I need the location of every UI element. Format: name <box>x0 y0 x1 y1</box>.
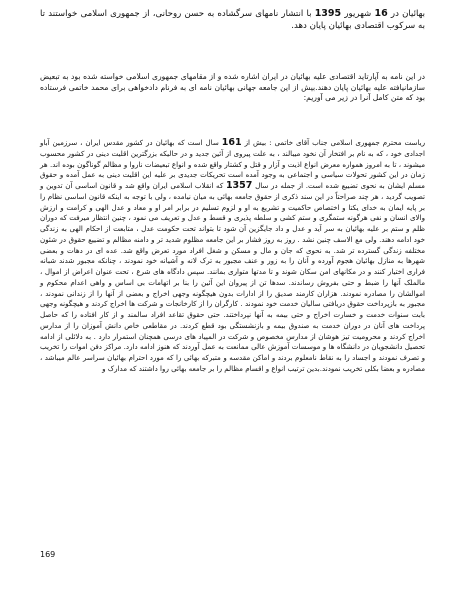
intro-year-number: 1395 <box>314 8 342 19</box>
intro-text-3: با انتشار نامهای سرگشاده به حسن روحانی، از جمهوری اسلامی خواستند تا به سرکوب اقتصادی بهائیان پایان دهد. <box>40 9 425 32</box>
intro-text-2: شهریور <box>341 9 375 19</box>
letter-text-3: که انقلاب اسلامی ایران واقع شد و قانون اساسی آن تدوین و تصویب گردید ، هر چند صراحتاً در این سند ذکری از حقوق جامعه بهائی به میان نیامده ، ولی با توجه به اینکه قانون اساسی نظام را بر پایه ایمان به خدای یکتا و اختصاص حاکمیت و تشریع به او و لزوم تسلیم در برابر امر او و معاد و عدل الهی و کرامت و ارزش والای انسان و نفی هرگونه ستمگری و ستم کشی و سلطه پذیری و قسط و عدل و تعریف می نمود ، چنین انتظار میرفت که دوران ظلم و ستم بر علیه بهائیان به سر آید و عدل و داد جایگزین آن شود تا بتواند تحت حکومت عدل ، متابعت از احکام الهی به زندگی خود ادامه دهند. ولی مع الاسف چنین نشد . روز به روز فشار بر این جامعه مظلوم شدید تر و دامنه مظالم و تضییع حقوق در شئون مختلفه زندگی گسترده تر شد. به نحوی که جان و مال و مسکن و شغل افراد مورد تعرض واقع شد. عده ای در دهات و بعضی شهرها به منازل بهائیان هجوم آورده و آنان را به زور و عنف مجبور به ترک لانه و آشیانه خود نمودند ، چنانکه مجبور شدند شبانه فراری اختیار کنند و در مکانهای امن سکان شوند و تا مدتها متواری بمانند. سپس دادگاه های شرع ، تحت عنوان اعراض از اموال ، مالملک آنها را ضبط و حتی بفروش رساندند. سدها تن از پیروان این آئین را بنا بر اتهامات بی اساس و واهی اعدام محکوم و اموالشان را مصادره نمودند. هزاران کارمند صدیق را از ادارات بدون هیچگونه وجهی اخراج و بعضی از آنها را از زندانی نمودند ، مجبور به بازپرداخت حقوق دریافتی سالیان خدمت خود نمودند . کارگران را از کارخانجات و شرکت ها اخراج کردند و هیچگونه وجهی بابت سنوات خدمت و خسارت اخراج و حتی بیمه به آنها نپرداختند. حتی حقوق تقاعد افراد سالمند و از کار افتاده را که حاصل پرداخت های آنان در دوران خدمت به صندوق بیمه و بازنشستگی بود قطع کردند. در مقاطعی خاص دانش آموزان را از مدارس اخراج کردند و محرومیت تیز هوشان از مدارس مخصوص و شرکت در المپیاد های درسی همچنان استمرار دارد . به دلائلی از ادامه تحصیل دانشجویان در دانشگاه ها و موسسات آموزش عالی ممانعت به عمل آوردند که هنوز ادامه دارد. مراکز دفن اموات را تخریب و تصرف نمودند و اجساد را به نقاط نامعلوم بردند و اماکن مقدسه و متبرکه بهائی را که مورد احترام بهائیان سراسر عالم میباشد ، مصادره و بعضا بکلی تخریب نمودند.بدین ترتیب انواع و اقسام مظالم را بر جامعه بهائی روا داشتند که مدارک و <box>40 181 425 373</box>
page-number: 169 <box>40 550 56 559</box>
letter-revolution-year: 1357 <box>225 180 253 191</box>
letter-text-2: سال است که بهائیان در کشور مقدس ایران ، سرزمین آباو اجدادی خود ، که به نام بر افتخار آن نخود میبالند ، به علت پیروی از آئین جدید و در حالیکه بزرگترین اقلیت دینی در کشور محسوب میشوند ، تا به امروز همواره معرض انواع اذیت و آزار و قتل و کشتار واقع شده و انواع تبعیضات ناروا و مظالم گوناگون بوده اند. هر زمان در این کشور تحولات سیاسی و اجتماعی به وجود آمده است تحریکات جدیدی بر علیه این اقلیت دینی به عمل آمده و حقوق مسلم ایشان به نحوی تضییع شده است. از جمله در سال <box>40 138 425 190</box>
letter-body <box>40 138 425 375</box>
intro-paragraph <box>40 8 425 32</box>
intro-day-number: 16 <box>374 8 388 19</box>
letter-text-1: ریاست محترم جمهوری اسلامی جناب آقای خاتمی : بیش از <box>241 138 425 147</box>
context-paragraph: در این نامه به آپارتاید اقتصادی علیه بهائیان در ایران اشاره شده و از مقامهای جمهوری اسلامی خواسته شده بود به تبعیض سازمانیافته علیه بهائیان پایان دهند.بیش از این جامعه جهانی بهائیان نامه ای به فرنام دادخواهی برای محمد خاتمی فرستاده بود که متن کامل آنرا در زیر می آوریم: <box>40 72 425 103</box>
intro-text-1: بهائیان در <box>387 9 425 19</box>
letter-years-number: 161 <box>221 137 242 148</box>
